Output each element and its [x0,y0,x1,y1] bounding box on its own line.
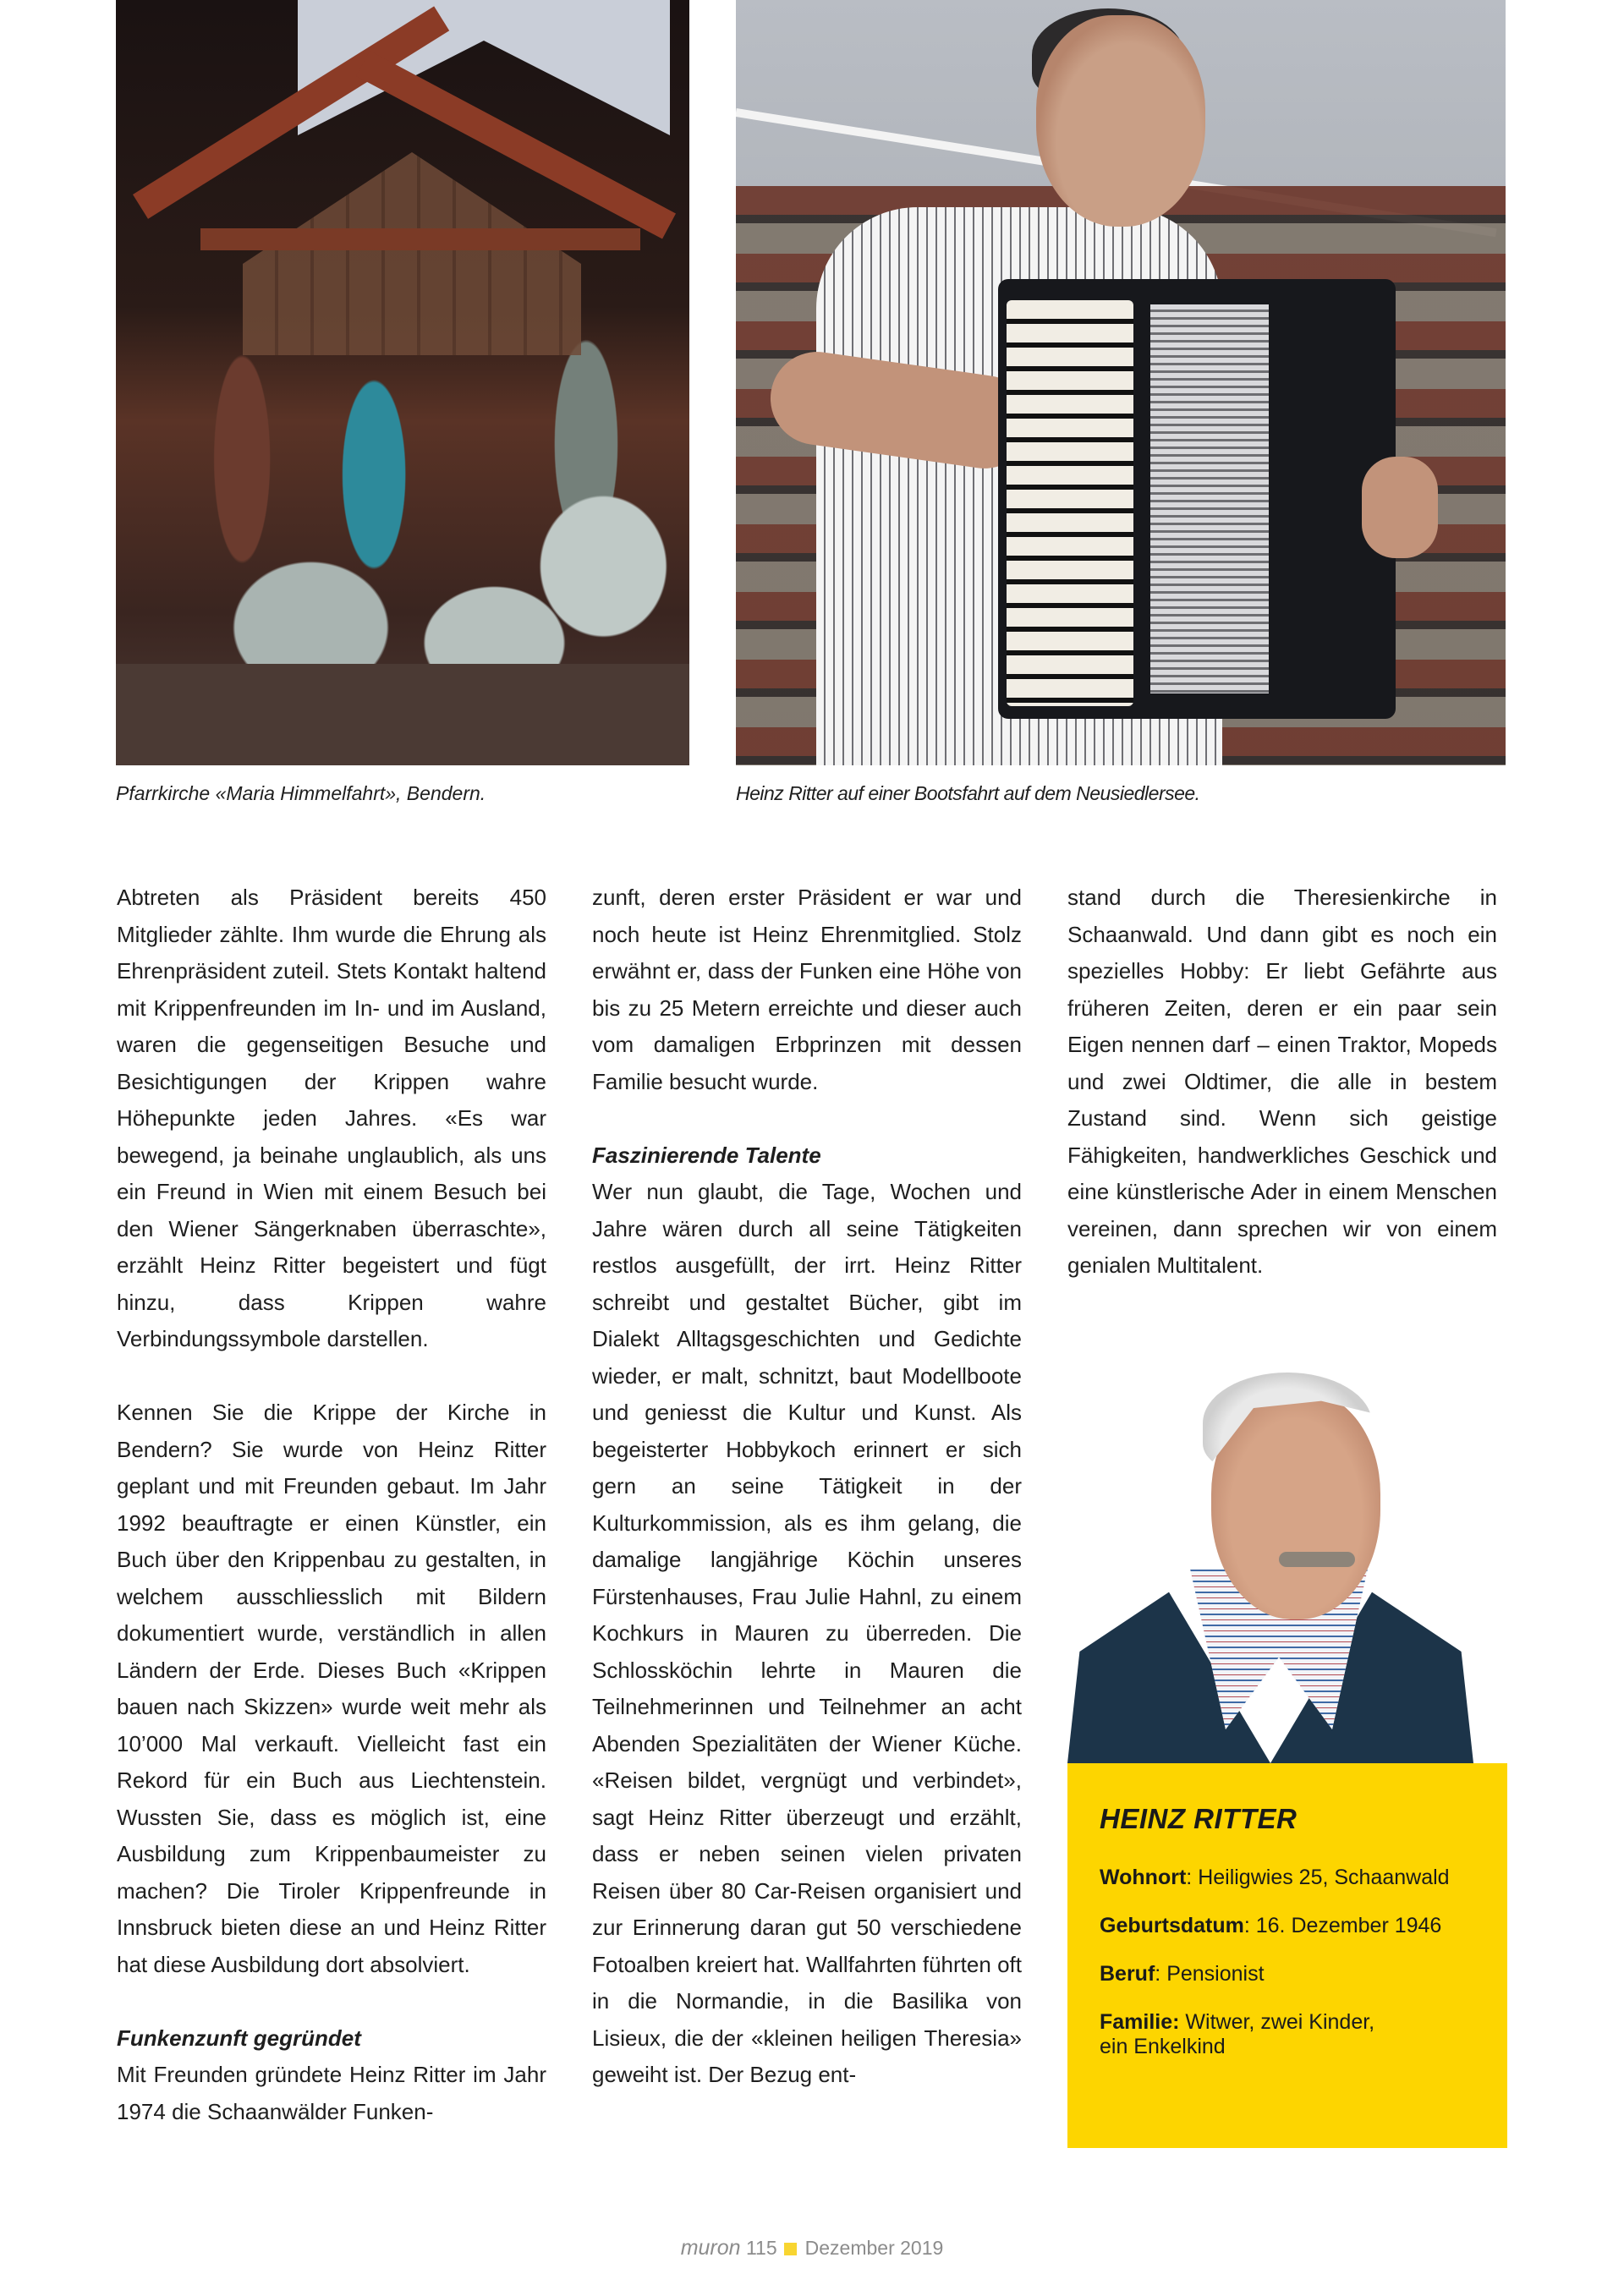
info-value-continued: ein Enkelkind [1100,2035,1226,2058]
photo-detail-keys [1007,300,1133,706]
info-label: Geburtsdatum [1100,1914,1244,1937]
article-column-2 [592,879,1022,2094]
issue-date: Dezember 2019 [804,2237,944,2259]
info-value: : Heiligwies 25, Schaanwald [1186,1866,1450,1889]
photo-detail-grille [1150,304,1269,693]
info-label: Beruf [1100,1962,1155,1986]
paragraph: Wer nun glaubt, die Tage, Wochen und Jahre wären durch all seine Tätigkeiten restlos ausgefüllt, der irrt. Heinz Ritter schreibt und gestaltet Bücher, gibt im Dialekt Alltagsgeschichten und Gedichte wieder, er malt, schnitzt, baut Modellboote und geniesst die Kultur und Kunst. Als begeisterter Hobbykoch erinnert er sich gern an seine Tätigkeit in der Kulturkommission, als es ihm gelang, die damalige langjährige Köchin unseres Fürstenhauses, Frau Julie Hahnl, zu einem Kochkurs in Mauren zu überreden. Die Schlossköchin lehrte in Mauren die Teilnehmerinnen und Teilnehmer an acht Abenden Spezialitäten der Wiener Küche. «Reisen bildet, vergnügt und verbindet», sagt Heinz Ritter überzeugt und erzählt, dass er neben seinen vielen privaten Reisen über 80 Car-Reisen organisiert und zur Erinnerung daran gut 50 verschiedene Fotoalben kreiert hat. Wallfahrten führten oft in die Normandie, in die Basilika von Lisieux, die der «kleinen heiligen Theresia» geweiht ist. Der Bezug ent- [592,1179,1022,2087]
portrait-photo [1067,1340,1473,1763]
info-row-geburtsdatum [1100,1914,1489,1938]
profile-info-box [1067,1763,1507,2148]
photo-detail-stable-wall [243,152,581,355]
paragraph: Kennen Sie die Krippe der Kirche in Bendern? Sie wurde von Heinz Ritter geplant und mit Freunden gebaut. Im Jahr 1992 beauftragte er einen Künstler, ein Buch über den Krippenbau zu gestalten, in welchem ausschliesslich mit Bildern dokumentiert wurde, verständlich in allen Ländern der Erde. Dieses Buch «Krippen bauen nach Skizzen» wurde weit mehr als 10’000 Mal verkauft. Vielleicht fast ein Rekord für ein Buch aus Liechtenstein. Wussten Sie, dass es möglich ist, eine Ausbildung zum Krippenbaumeister zu machen? Die Tiroler Krippenfreunde in Innsbruck bieten diese an und Heinz Ritter hat diese Ausbildung dort absolviert. [117,1400,546,1977]
info-value: Witwer, zwei Kinder, [1179,2010,1375,2034]
issue-number: 115 [745,2237,777,2259]
article-column-1 [117,879,546,2130]
info-box-title: HEINZ RITTER [1100,1803,1298,1834]
accordion-player-photo [736,0,1506,765]
photo-detail-hand [1362,457,1438,558]
section-heading: Funkenzunft gegründet [117,2025,361,2051]
article-column-3 [1067,879,1497,1285]
info-row-beruf [1100,1962,1489,1986]
magazine-name: muron [680,2236,741,2260]
photo-detail-mustache [1279,1552,1355,1567]
page-footer [0,2236,1624,2260]
paragraph: zunft, deren erster Präsident er war und noch heute ist Heinz Ehrenmitglied. Stolz erwähnt er, dass der Funken eine Höhe von bis zu 25 Metern erreichte und dieser auch vom damaligen Erbprinzen mit dessen Familie besucht wurde. [592,885,1022,1094]
paragraph: Mit Freunden gründete Heinz Ritter im Jahr 1974 die Schaanwälder Funken- [117,2062,546,2124]
photo-detail-head [1036,15,1205,227]
photo-detail-beam [200,228,640,250]
nativity-scene-photo [116,0,689,765]
info-row-wohnort [1100,1866,1489,1890]
info-label: Familie: [1100,2010,1180,2034]
photo-caption-left: Pfarrkirche «Maria Himmelfahrt», Bendern. [116,782,486,804]
photo-detail-floor [116,664,689,765]
paragraph: Abtreten als Präsident bereits 450 Mitglieder zählte. Ihm wurde die Ehrung als Ehrenpräsident zuteil. Stets Kontakt haltend mit Krippenfreunden im In- und im Ausland, waren die gegenseitigen Besuche und Besichtigungen der Krippen wahre Höhepunkte jeden Jahres. «Es war bewegend, ja beinahe unglaublich, als uns ein Freund in Wien mit einem Besuch bei den Wiener Sängerknaben überraschte», erzählt Heinz Ritter begeistert und fügt hinzu, dass Krippen wahre Verbindungssymbole darstellen. [117,885,546,1351]
section-heading: Faszinierende Talente [592,1142,821,1168]
info-value: : 16. Dezember 1946 [1243,1914,1442,1937]
photo-caption-right: Heinz Ritter auf einer Bootsfahrt auf dem Neusiedlersee. [736,782,1200,804]
info-label: Wohnort [1100,1866,1187,1889]
info-value: : Pensionist [1155,1962,1265,1986]
paragraph: stand durch die Theresienkirche in Schaanwald. Und dann gibt es noch ein spezielles Hobby: Er liebt Gefährte aus früheren Zeiten, deren er ein paar sein Eigen nennen darf – einen Traktor, Mopeds und zwei Oldtimer, die alle in bestem Zustand sind. Wenn sich geistige Fähigkeiten, handwerkliches Geschick und eine künstlerische Ader in einem Menschen vereinen, dann sprechen wir von einem genialen Multitalent. [1067,885,1497,1278]
info-row-familie [1100,2010,1489,2059]
yellow-square-icon [784,2243,797,2255]
